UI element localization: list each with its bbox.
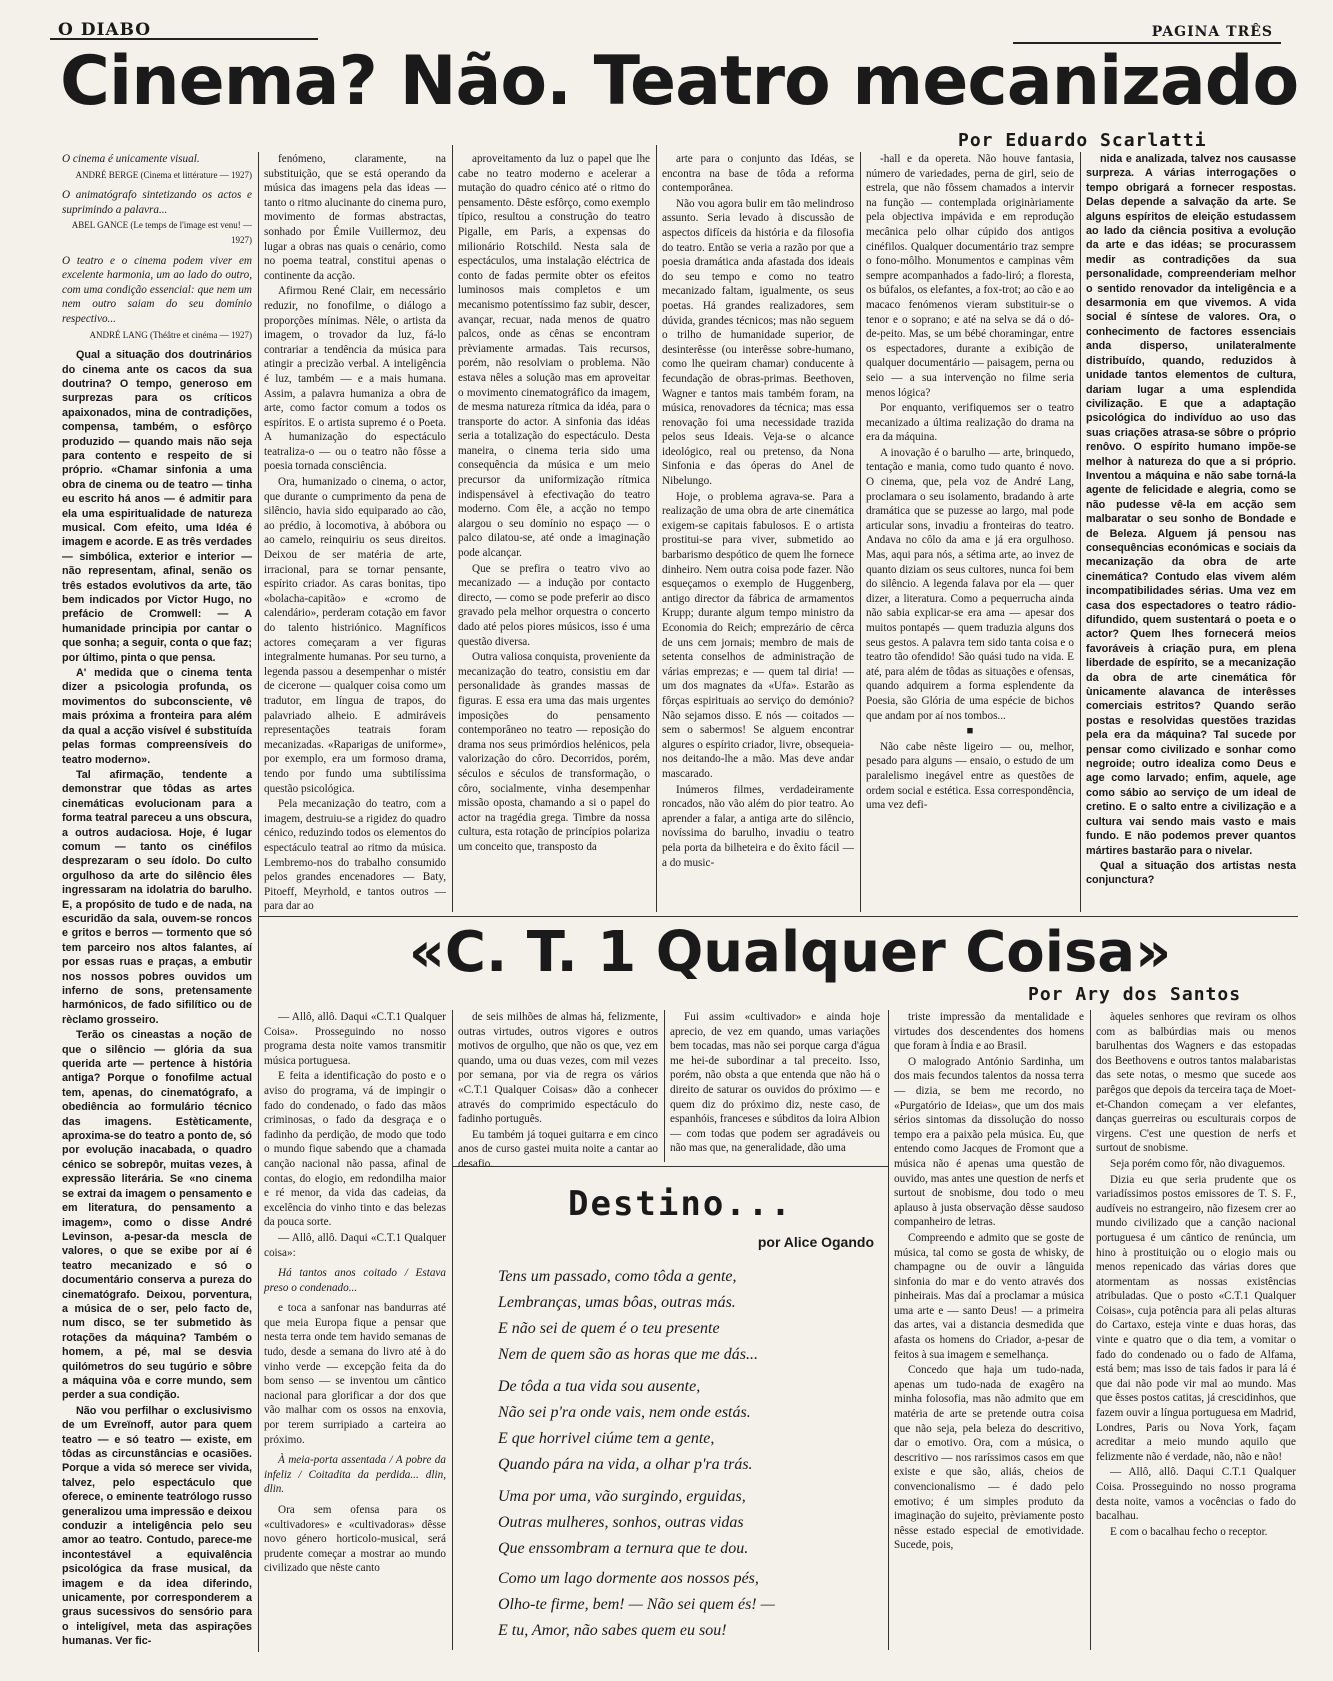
section-rule: [258, 916, 1298, 917]
article1-column-2: [264, 152, 446, 912]
paragraph: triste impressão da mentalidade e virtudes dos descendentes dos homens que foram à Índia e ao Brasil.: [894, 1011, 1084, 1053]
epigraph-1: O cinema é unicamente visual.: [62, 153, 200, 165]
article1-column-1-body: [62, 348, 252, 1649]
header-rule-left: [50, 38, 318, 40]
poem-stanza-2: [498, 1374, 753, 1478]
column-rule: [1080, 152, 1081, 912]
paragraph: — Allô, allô. Daqui C.T.1 Qualquer Coisa. Prosseguindo no nosso programa desta noite, vamos a vocências o fado do bacalhau.: [1096, 1466, 1296, 1523]
paragraph: Outra valiosa conquista, proveniente da mecanização do teatro, consistiu em dar personalidade às grandes massas de figuras. E essa era uma das mais urgentes imposições do pensamento contemporâneo no teatro — reposição do drama nos seus primórdios helénicos, pela valorização do côro. Decorridos, porém, séculos e séculos de transformação, o côro, socialmente, vinha desempenhar missão oposta, chamando a si o papel do actor na tragédia grega. Timbre da nossa cultura, esta rotação de princípios polariza um conceito que, transposto da: [458, 651, 650, 853]
paragraph: Não cabe nêste ligeiro — ou, melhor, pesado para alguns — ensaio, o estudo de um paralelismo inegável entre as questões de ordem social e estética. Essa correspondência, uma vez defi-: [866, 740, 1074, 812]
poem-line: Como um lago dormente aos nossos pés,: [498, 1570, 759, 1587]
paragraph: Fui assim «cultivador» e ainda hoje aprecio, de vez em quando, umas variações bem tocadas, mas não sei porque carga d'água me hei-de subordinar a tal preceito. Isso, porém, não obsta a que entenda que não há o direito de saturar os ouvidos do próximo — e quem diz do próximo diz, neste caso, de espanhóis, franceses e súbditos da loira Albion — com todas que podem ser agradáveis ou não mas que, na generalidade, dão uma: [670, 1011, 880, 1155]
section-separator: ■: [966, 725, 974, 738]
paragraph: Ora sem ofensa para os «cultivadores» e «cultivadoras» dêsse novo género horticolo-musical, será prudente começar a mostrar ao mundo civilizado que nêste canto: [264, 1504, 446, 1575]
article1-column-6: [1086, 152, 1296, 912]
poem-line: Lembranças, umas bôas, outras más.: [498, 1294, 736, 1311]
article2-column-1: [264, 1010, 446, 1650]
page-label: PAGINA TRÊS: [1151, 24, 1273, 40]
column-rule: [1090, 1010, 1091, 1650]
paragraph: E feita a identificação do posto e o aviso do programa, vá de impingir o fado do condenado, o fado das mãos criminosas, o fado da desgraça e o fadinho da perdição, de modo que todo o mundo fique sabendo que a chamada canção nacional não passa, afinal de contas, do elogio, em redondilha maior e ré menor, da vida das cadeias, da excelência do vinho tinto e das belezas da pouca sorte.: [264, 1070, 446, 1229]
paragraph: Ora, humanizado o cinema, o actor, que durante o cumprimento da pena de silêncio, havia sido equiparado ao cão, ao prédio, à locomotiva, à abóbora ou ao camelo, reinquiriu os seus direitos. Deixou de ser matéria de arte, irracional, para se tornar pensante, espírito criador. As caras bonitas, tipo «bolacha-capitão» e «cromo de calendário», perderam cotação em favor do talento histriónico. Magníficos actores começaram a ver figuras integralmente humanas. Por seu turno, a legenda passou a desempenhar o mistér de cicerone — qualquer coisa como um tradutor, em língua de trapos, do palavriado alheio. E admiráveis representações teatrais foram mecanizadas. «Raparigas de uniforme», por exemplo, era um formoso drama, tendo por fundo uma subtilíssima questão psicológica.: [264, 476, 446, 795]
poem-stanza-3: [498, 1484, 748, 1562]
article1-column-1: [62, 152, 252, 1652]
newspaper-name: O DIABO: [58, 20, 152, 40]
paragraph: E com o bacalhau fecho o receptor.: [1110, 1525, 1268, 1538]
article1-byline: Por Eduardo Scarlatti: [958, 130, 1207, 151]
poem-line: Uma por uma, vão surgindo, erguidas,: [498, 1488, 746, 1505]
paragraph: A' medida que o cinema tenta dizer a psicologia profunda, os movimentos do subconsciente, vê mais próxima a fronteira para além da qual a acção visível é substituída pelas formas compreensíveis do teatro moderno».: [62, 667, 252, 766]
article1-column-5: [866, 152, 1074, 912]
poem-line: Não sei p'ra onde vais, nem onde estás.: [498, 1404, 751, 1421]
poem-line: Outras mulheres, sonhos, outras vidas: [498, 1514, 744, 1531]
poem-line: De tôda a tua vida sou ausente,: [498, 1378, 701, 1395]
poem-line: E não sei de quem é o teu presente: [498, 1320, 720, 1337]
paragraph: Seja porém como fôr, não divaguemos.: [1110, 1157, 1286, 1170]
article1-headline: Cinema? Não. Teatro mecanizado: [60, 42, 1299, 121]
epigraph-2: O animatógrafo sintetizando os actos e suprimindo a palavra...: [62, 189, 252, 216]
verse-quote: À meia-porta assentada / A pobre da infeliz / Coitadita da perdida... dlin, dlin.: [264, 1454, 446, 1496]
paragraph: — Allô, allô. Daqui «C.T.1 Qualquer coisa»:: [264, 1231, 446, 1259]
paragraph: Eu também já toquei guitarra e em cinco anos de curso gastei muita noite a cantar ao desafio.: [458, 1128, 658, 1170]
poem-line: Olho-te firme, bem! — Não sei quem és! —: [498, 1596, 775, 1613]
column-rule: [452, 1010, 453, 1650]
column-rule: [888, 1010, 889, 1650]
paragraph: aproveitamento da luz o papel que lhe cabe no teatro moderno e acelerar a mutação do quadro cénico até o ritmo do pensamento. Dêste esfôrço, como exemplo típico, resultou a construção do teatro Pigalle, em Paris, a expensas do milionário Rotschild. Nesta sala de espectáculos, uma instalação eléctrica de conto de fadas permite obter os efeitos luminosos mais completos e um mecanismo potentíssimo faz subir, descer, avançar, recuar, nada menos de quatro palcos, onde as cênas se encontram prèviamente armadas. Tais recursos, porém, não resolviam o problema. Não estava nêles a solução mas em aproveitar o movimento cinematográfico da imagem, de mesma natureza rítmica da idéa, para o transporte do actor. A sinfonia das idéas seria a totalização do espectáculo. Desta maneira, o cinema teria sido uma consequência da música e um meio precursor da uniformização rítmica indispensável à efectivação do teatro moderno. Com êle, a acção no tempo alargou o seu domínio no espaço — o palco dilatou-se, até onde a imaginação pode alcançar.: [458, 153, 650, 560]
poem-stanza-4: [498, 1566, 775, 1644]
paragraph: O malogrado António Sardinha, um dos mais fecundos talentos da nossa terra — dizia, se bem me recordo, no «Purgatório de Ideias», que um dos mais sérios sintomas da dissolução do nosso tempo era a paixão pela música. Eu, que entendo como Jacques de Fromont que a música não é apenas uma questão de ouvido, mas antes une question de nerfs et surtout de snobisme, dou todo o meu aplauso à justa observação dêsse saudoso companheiro de letras.: [894, 1055, 1084, 1229]
paragraph: Hoje, o problema agrava-se. Para a realização de uma obra de arte cinemática exigem-se capitais fabulosos. E o artista prostitui-se para viver, submetido ao barbarismo despótico de quem lhe fornece dinheiro. Nem outra coisa pode fazer. Não esqueçamos o exemplo de Huggenberg, antigo director da fábrica de armamentos Krupp; durante algum tempo ministro da Economia do Reich; emprezário de cêrca de uns cem jornais; membro de mais de setenta conselhos de administração de várias emprezas; e — quem tal diria! — um dos magnates da «Ufa». Estarão as fôrças espirituais ao serviço do demónio? Não sejamos disso. E nós — coitados — sem o sabermos! Se alguem encontrar algures o espírito criador, livre, obsequeia-nos deitando-lhe a mão. Mas deve andar mascarado.: [662, 490, 854, 780]
paragraph: Dizia eu que seria prudente que os variadíssimos postos emissores de T. S. F., audíveis no estrangeiro, não fizesem crer ao mundo civilizado que a canção nacional portuguesa é um cântico de renúncia, um hino à prostituição ou o elogio mais ou menos repenicado das várias dores que atormentam as nossas existências atribuladas. Que o posto «C.T.1 Qualquer Coisas», cuja potência para ali pelas alturas do Cartaxo, esteja vinte e duas horas, das vinte e quatro que o dia tem, a vomitar o fado do condenado ou o fado de Alfama, está bem; mas isso de tais fados ir para lá é que dai não pode vir mal ao mundo. Mas que êsses postos catitas, já crescidinhos, que fazem ouvir a língua portuguesa em Madrid, Londres, Paris ou Nova York, façam acreditar a meio mundo aquilo que felizmente não é verdade, não, não e não!: [1096, 1173, 1296, 1463]
poem-line: E tu, Amor, não sabes quem eu sou!: [498, 1622, 727, 1639]
epigraph-1-source: ANDRÉ BERGE (Cinema et littérature — 1927): [75, 169, 252, 180]
poem-line: Tens um passado, como tôda a gente,: [498, 1268, 737, 1285]
paragraph: Concedo que haja um tudo-nada, apenas um tudo-nada de exagêro na minha folosofia, mas não admito que em matéria de arte se pretende outra coisa que não seja, pela beleza do descritivo, dar o emotivo. Ora, com a música, o descritivo — nos raríssimos casos em que existe e que são, aliás, cheios de convencionalismo — é dado pelo emotivo; é um simples produto da imaginação do sujeito, prèviamente posto nêsse estado especial de emotividade. Sucede, pois,: [894, 1364, 1084, 1552]
column-rule: [860, 152, 861, 912]
article2-column-5: [1096, 1010, 1296, 1650]
article1-column-4: [662, 152, 854, 912]
epigraph-3: O teatro e o cinema podem viver em excelente harmonia, um ao lado do outro, com uma condição essencial: que nem um nem outro saiam do seu domínio respectivo...: [62, 254, 252, 325]
poem-title: Destino...: [568, 1184, 793, 1224]
paragraph: Qual a situação dos artistas nesta conjunctura?: [1086, 859, 1296, 887]
paragraph: — Allô, allô. Daqui «C.T.1 Qualquer Coisa». Prosseguindo no nosso programa desta noite vamos transmitir música portuguesa.: [264, 1011, 446, 1067]
article2-column-2: [458, 1010, 658, 1170]
column-rule: [664, 1010, 665, 1162]
article2-byline: Por Ary dos Santos: [1028, 984, 1242, 1005]
poem-author: por Alice Ogando: [757, 1234, 874, 1250]
article2-headline: «C. T. 1 Qualquer Coisa»: [408, 920, 1172, 985]
paragraph: A inovação é o barulho — arte, brinquedo, tentação e mania, como tudo quanto é novo. O cinema, que, pela voz de André Lang, proclamara o seu isolamento, bradando à arte dramática que se puzesse ao largo, mal pode articular sons, invadiu a fronteiras do teatro. Andava no côlo da ama e já era orgulhoso. Mas, aqui para nós, a sétima arte, ao invez de quanto diziam os seus cultores, nunca foi bem do silêncio. A legenda falava por ela — quer dizer, a literatura. Como a pequerrucha ainda não sabia explicar-se era ama — apesar dos muitos pontapés — quem traduzia alguns dos seus gestos. A palavra tem sido tanta coisa e o teatro tão ofendido! São quási tudo na vida. E até, para além de tôdas as situações e ofensas, quando adquirem a forma esplendente da Poesia, são Glória de uma espécie de bichos que andam por aí nos tombos...: [866, 446, 1074, 722]
paragraph: Compreendo e admito que se goste de música, tal como se gosta de whisky, de champagne ou de ouvir a lânguida sinfonia do mar e do vento através dos pinheirais. Mas daí a proclamar a música uma arte e — santo Deus! — a primeira das artes, vai a distancia desmedida que afasta os homens do Criador, a-pesar de feitos à sua imagem e semelhança.: [894, 1231, 1084, 1361]
poem-box-rule: [452, 1166, 888, 1167]
poem-line: Quando pára na vida, a olhar p'ra trás.: [498, 1456, 753, 1473]
poem-stanza-1: [498, 1264, 758, 1368]
paragraph: e toca a sanfonar nas bandurras até que meia Europa fique a pensar que nesta terra onde tem havido semanas de tudo, desde a semana do livro até à do vinho verde — excepção feita da do bom senso — se inventou um cântico nacional para glorificar a dor dos que vão malhar com os ossos na enxovia, por terem surripiado a carteira ao próximo.: [264, 1302, 446, 1446]
paragraph: Que se prefira o teatro vivo ao mecanizado — a indução por contacto directo, — como se pode preferir ao disco gravado pela melhor orquestra o concerto dado até pelos piores músicos, isso é uma questão diversa.: [458, 562, 650, 648]
paragraph: Não vou agora bulir em tão melindroso assunto. Seria levado à discussão de aspectos difíceis da história e da filosofia do teatro. Então se veria a razão por que a poesia dramática anda afastada dos ideais do seu tempo e como no teatro mecanizado faltam, igualmente, os seus poetas. Há grandes realizadores, sem dúvida, grandes técnicos; mas não seguem o trilho de humanidade superior, de desinterêsse (ou interêsse sobre-humano, como lhe queiram chamar) conducente à fecundação de obras-primas. Beethoven, Wagner e tantos mais também foram, na música, renovadores da técnica; mas essa renovação foi uma necessidade trazida pelos seus Ideais. Veja-se o alcance ideológico, real ou pretenso, da Nona Sinfonia e das óperas do Anel de Nibelungo.: [662, 197, 854, 488]
paragraph: Não vou perfilhar o exclusivismo de um Evreïnoff, autor para quem teatro — e só teatro — existe, em tôdas as circunstâncias e ocasiões. Porque a vida só merece ser vivida, talvez, pelo espectáculo que oferece, o eminente teatrólogo russo generalizou uma impressão e deixou conduzir a inteligência pelo seu amor ao teatro. Contudo, parece-me incontestável a equivalência psicológica da frase musical, da imagem e da idea diferindo, unicamente, por corresponderem a graus sucessivos do sensório para o inteligível, meta das aspirações humanas. Ver fic-: [62, 1404, 252, 1648]
paragraph: de seis milhões de almas há, felizmente, outras virtudes, outros vigores e outros motivos de orgulho, que não os que, vez em quando, uma ou duas vezes, com mil vezes por semana, por via de regra os vários «C.T.1 Qualquer Coisas» dão a conhecer através do comprimido espectáculo do fadinho português.: [458, 1011, 658, 1126]
paragraph: Por enquanto, verifiquemos ser o teatro mecanizado a última realização do drama na era da máquina.: [866, 402, 1074, 444]
poem-line: Nem de quem são as horas que me dás...: [498, 1346, 758, 1363]
column-rule: [656, 145, 657, 912]
article2-column-3: [670, 1010, 880, 1162]
paragraph: nida e analizada, talvez nos causasse surpreza. A várias interrogações o tempo obrigará a fornecer respostas. Delas depende a salvação da arte. Se alguns espíritos de eleição estudassem ao lado da ciência positiva a evolução da arte e das idéas; se procurassem medir as contradições da sua personalidade, compreenderiam melhor o sentido renovador da inteligência e a desarmonia em que vivemos. A vida social é síntese de valores. Ora, o conhecimento de factores essenciais anda disperso, unilateralmente distribuído, quando, reduzidos à unidade tantos elementos de cultura, dariam lugar a uma esplendida civilização. E que a adaptação psicológica do indivíduo ao uso das suas criações atrasa-se sôbre o próprio renôvo. O espírito humano impõe-se melhor à natureza do que a si próprio. Inventou a máquina e não sabe torná-la agente de felicidade e alegria, como se não pudesse vê-la em acção sem malbaratar o seu sonho de Bondade e de Beleza. Alguem já pensou nas consequências económicas e sociais da mecanização da obra de arte cinemática? Contudo elas vivem além incompatibilidades sérias. Uma vez em casa dos espectadores o teatro rádio-difundido, quem sustentará o poeta e o actor? Quem lhes fornecerá meios favoráveis à criação pura, em plena liberdade de espírito, se a mecanização da obra de arte cinemática fôr ùnicamente alavanca de interêsses comerciais estritos? Quando serão postas e resolvidas questões trazidas pela era da máquina? Tal sucede por pensar como civilizado e sonhar como negroide; outro idealiza como Deus e age como larvado; enfim, aquele, age como sábio ao serviço de um ideal de cretino. E o salto entre a civilização e a cultura vai sendo mais vasto e mais fundo. E não podemos prever quantos mártires bastarão para o nivelar.: [1086, 153, 1296, 857]
paragraph: fenómeno, claramente, na substituição, que se está operando da música das imagens pela das ideas — tanto o ritmo alucinante do cinema puro, movimento de formas abstractas, sonhado por Émile Vuillermoz, deu lugar a obras nas quais o cenário, como no poema teatral, constitui apenas o continente da acção.: [264, 153, 446, 282]
paragraph: Qual a situação dos doutrinários do cinema ante os cacos da sua doutrina? O tempo, generoso em surprezas para os críticos apaixonados, mina de contradições, compensa, também, o esfôrço produzido — quando mais não seja para contento e respeito de si próprio. «Chamar sinfonia a uma obra de cinema ou de teatro — tinha eu escrito há anos — é admitir para ela uma espiritualidade de natureza musical. Com efeito, uma Idéa é imagem e acorde. E as três verdades — simbólica, exterior e interior — não representam, afinal, senão os três estados evolutivos da arte, tão bem indicados por Victor Hugo, no prefácio de Cromwell: — A humanidade principia por cantar o que sonha; a seguir, conta o que faz; por último, pinta o que pensa.: [62, 349, 252, 664]
running-header: [50, 18, 1281, 42]
paragraph: Afirmou René Clair, em necessário reduzir, no fonofilme, o diálogo a proporções mínimas. Nêle, o artista da imagem, o trovador da luz, fá-lo contrariar a tendência da música para atingir a precizão verbal. A inteligência é luz, também — e a mais humana. Assim, a palavra humaniza a obra de arte, como factor comum a todos os espíritos. E o artista supremo é o Poeta. A humanização do espectáculo teatraliza-o — ou o teatro não fôsse a poesia tornada consciência.: [264, 285, 446, 473]
paragraph: Terão os cineastas a noção de que o silêncio — glória da sua querida arte — pertence à história antiga? Porque o fonofilme actual tem, apenas, do cinematógrafo, a obediência ao formulário técnico das imagens. Estèticamente, aproxima-se do teatro a ponto de, só por evolução inacabada, o quadro cénico se sobrepôr, muitas vezes, à expressão literária. Se «no cinema se extrai da imagem o pensamento e em literatura, do pensamento a imagem», como o disse André Levinson, a-pesar-da mescla de valores, o que se exibe por aí é teatro mecanizado e só o documentário conserva a pureza do cinematógrafo. Deixou, porventura, a música de o ser, pelo facto de, num disco, se ter submetido às rotações da máquina? Também o homem, a pé, mal se desvia quilómetros do seu tugúrio e sôbre a máquina vôa e corre mundo, sem perder a sua condição.: [62, 1029, 252, 1402]
column-rule: [258, 152, 259, 912]
column-rule: [452, 145, 453, 912]
paragraph: -hall e da opereta. Não houve fantasia, número de variedades, perna de girl, seio de estrela, que não fôssem chamados a intervir na função — contemplada originàriamente pela objectiva impávida e em reprodução mecânica pelo olhar cúpido dos antigos cinéfilos. Qualquer documentário traz sempre o fono-môlho. Monumentos e campinas vêm sempre acompanhados a fado-liró; a floresta, os búfalos, os elefantes, a fox-trot; ao cão e ao macaco fenómenos vieram substituir-se o tenor e o soprano; e até na selva se dá o dó-de-peito. Mas, se um bébé choramingar, entre os espectadores, durante a exibição de qualquer documentário — paisagem, perna ou seio — a sua intervenção no filme seria menos lógica?: [866, 153, 1074, 399]
paragraph: Pela mecanização do teatro, com a imagem, destruiu-se a rigidez do quadro cénico, reduzindo todos os elementos do espectáculo teatral ao ritmo da música. Lembremo-nos do trabalho consumido pelos grandes encenadores — Baty, Pitoeff, Meyrhold, e tantos outros — para dar ao: [264, 798, 446, 913]
paragraph: Inúmeros filmes, verdadeiramente roncados, não vão além do pior teatro. Ao aprender a falar, a antiga arte do silêncio, novíssima do barulho, invadiu o teatro pela porta da bilheteira e do êxito fácil — a do music-: [662, 783, 854, 869]
verse-quote: Há tantos anos coitado / Estava preso o condenado...: [264, 1267, 446, 1294]
paragraph: àqueles senhores que reviram os olhos com as balbúrdias mais ou menos barulhentas dos Wagners e das estopadas dos Beethovens e outros tantos malabaristas das sete notas, o mesmo que sucede aos parêgos que depois da terceira taça de Moet-et-Chandon começam a ver elefantes, danças guerreiras ou esculturais corpos de virgens. C'est une question de nerfs et surtout de snobisme.: [1096, 1011, 1296, 1155]
column-rule: [258, 912, 259, 1652]
epigraph-3-source: ANDRÉ LANG (Théâtre et cinéma — 1927): [89, 329, 252, 340]
poem-line: Que enssombram a ternura que te dou.: [498, 1540, 749, 1557]
poem-line: E que horrivel ciúme tem a gente,: [498, 1430, 715, 1447]
epigraph-2-source: ABEL GANCE (Le temps de l'image est venu! — 1927): [71, 220, 252, 245]
article1-column-3: [458, 152, 650, 912]
paragraph: Tal afirmação, tendente a demonstrar que tôdas as artes cinemáticas evolucionam para a forma teatral pareceu a uns obscura, a outros audaciosa. Hoje, é lugar comum — tanto os cinéfilos desprezaram o seu ídolo. Do culto orgulhoso da arte do silêncio êles ingressaram na idolatria do barulho. E, a propósito de tudo e de nada, na escuridão da sala, ouvem-se roncos e gritos e berros — tormento que só tem parceiro nos altos falantes, aí por essas ruas e praças, a embutir nos nossos pobres ouvidos um inferno de sons, pretensamente harmónicos, de fado sifilítico ou de rèclamo grosseiro.: [62, 768, 252, 1026]
poem-box: [458, 1172, 888, 1639]
paragraph: arte para o conjunto das Idéas, se encontra na base de tôda a reforma contemporânea.: [662, 153, 854, 195]
article2-column-4: [894, 1010, 1084, 1650]
